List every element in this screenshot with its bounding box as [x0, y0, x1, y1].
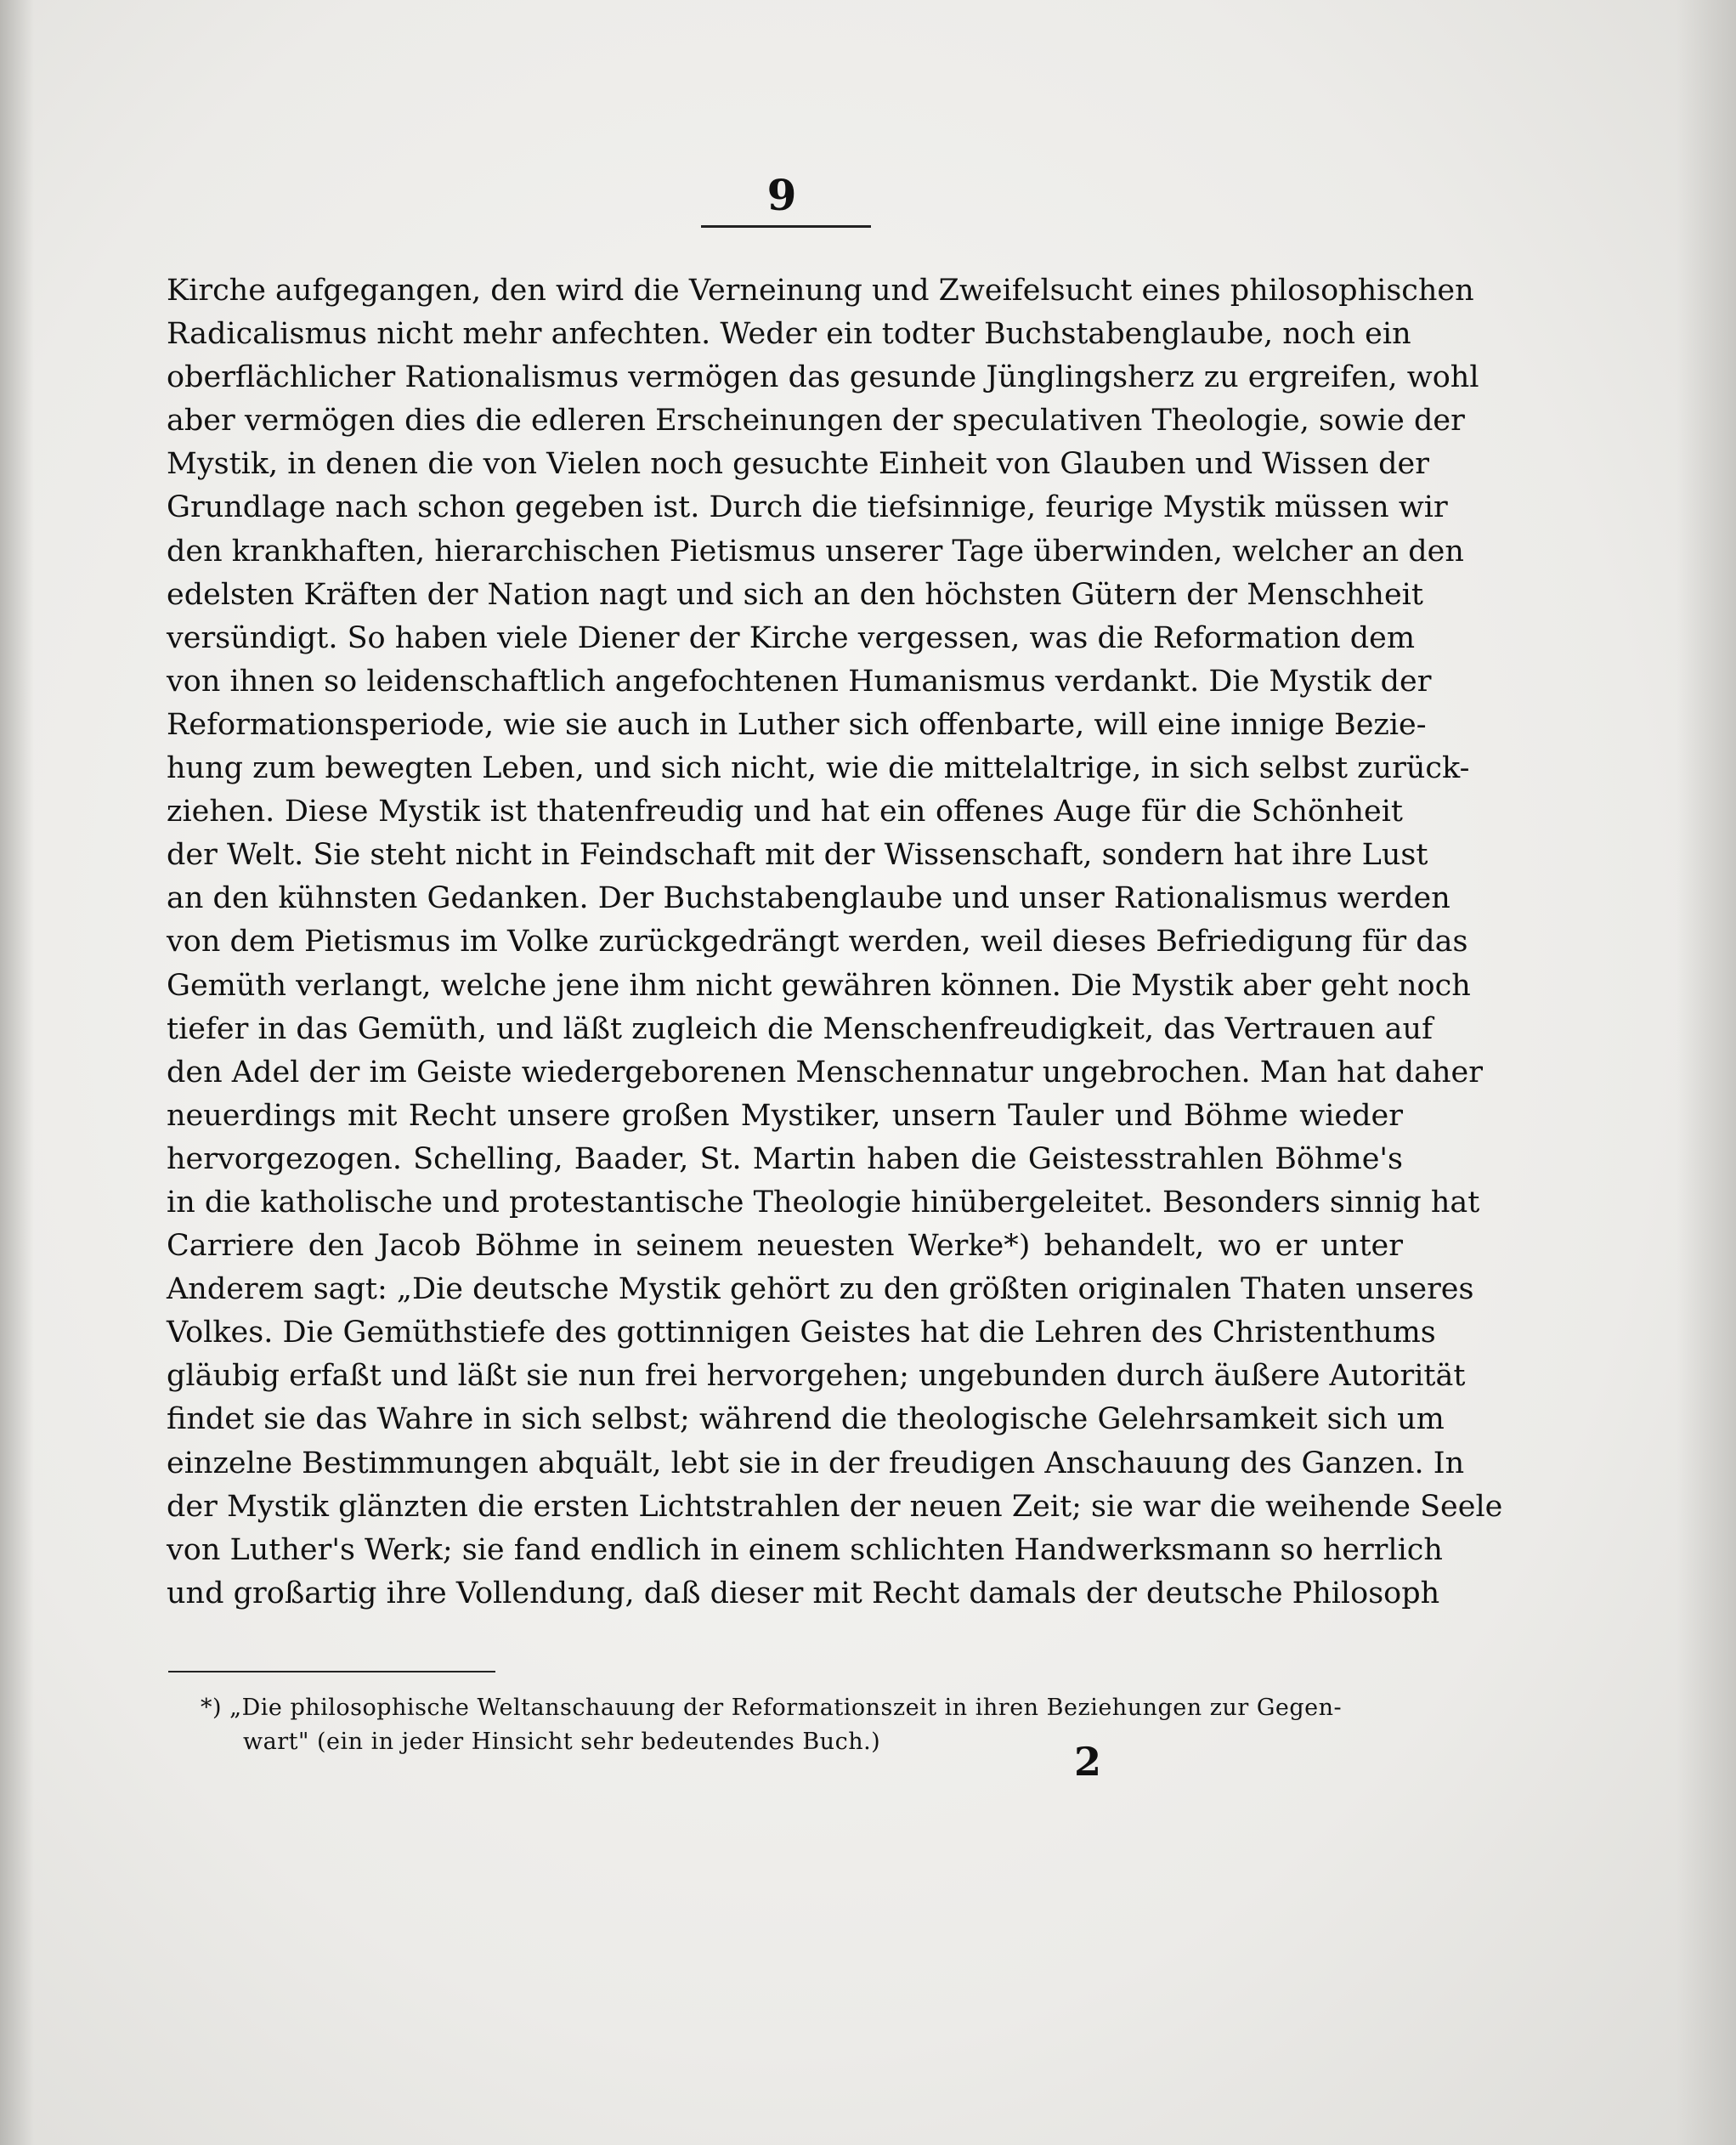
footnote-line: *) „Die philosophische Weltanschauung der Reformationszeit in ihren Beziehungen zur Gegen- — [201, 1695, 1343, 1721]
page-number: 9 — [766, 170, 797, 220]
text-line: den Adel der im Geiste wiedergeborenen Menschennatur ungebrochen. Man hat daher — [167, 1055, 1483, 1089]
text-line: hervorgezogen. Schelling, Baader, St. Martin haben die Geistesstrahlen Böhme's — [167, 1141, 1403, 1176]
text-line: und großartig ihre Vollendung, daß dieser mit Recht damals der deutsche Philosoph — [167, 1576, 1440, 1610]
text-line: aber vermögen dies die edleren Erscheinungen der speculativen Theologie, sowie der — [167, 404, 1465, 439]
text-line: von ihnen so leidenschaftlich angefochtenen Humanismus verdankt. Die Mystik der — [167, 664, 1432, 699]
spine-shadow — [0, 0, 34, 2145]
text-line: an den kühnsten Gedanken. Der Buchstabenglaube und unser Rationalismus werden — [167, 881, 1450, 916]
text-line: von Luther's Werk; sie fand endlich in einem schlichten Handwerksmann so herrlich — [167, 1532, 1443, 1567]
text-line: Radicalismus nicht mehr anfechten. Weder ein todter Buchstabenglaube, noch ein — [167, 317, 1411, 352]
text-line: neuerdings mit Recht unsere großen Mystiker, unsern Tauler und Böhme wieder — [167, 1098, 1403, 1133]
text-line: der Welt. Sie steht nicht in Feindschaft mit der Wissenschaft, sondern hat ihre Lust — [167, 838, 1428, 873]
footnote — [201, 1691, 1399, 1759]
text-line: ziehen. Diese Mystik ist thatenfreudig und hat ein offenes Auge für die Schönheit — [167, 795, 1403, 829]
footnote-line: wart" (ein in jeder Hinsicht sehr bedeutendes Buch.) — [243, 1729, 881, 1755]
text-line: Reformationsperiode, wie sie auch in Luther sich offenbarte, will eine innige Bezie- — [167, 707, 1427, 742]
text-line: Grundlage nach schon gegeben ist. Durch die tiefsinnige, feurige Mystik müssen wir — [167, 490, 1448, 525]
text-line: edelsten Kräften der Nation nagt und sich an den höchsten Gütern der Menschheit — [167, 577, 1423, 612]
text-line: den krankhaften, hierarchischen Pietismus unserer Tage überwinden, welcher an den — [167, 534, 1464, 569]
text-line: der Mystik glänzten die ersten Lichtstrahlen der neuen Zeit; sie war die weihende Seele — [167, 1489, 1503, 1524]
text-line: von dem Pietismus im Volke zurückgedrängt werden, weil dieses Befriedigung für das — [167, 925, 1468, 959]
text-line: gläubig erfaßt und läßt sie nun frei hervorgehen; ungebunden durch äußere Autorität — [167, 1359, 1466, 1394]
text-line: einzelne Bestimmungen abquält, lebt sie in der freudigen Anschauung des Ganzen. In — [167, 1446, 1465, 1480]
text-line: oberflächlicher Rationalismus vermögen das gesunde Jünglingsherz zu ergreifen, wohl — [167, 360, 1479, 395]
signature-mark: 2 — [1073, 1739, 1101, 1785]
text-line: Mystik, in denen die von Vielen noch gesuchte Einheit von Glauben und Wissen der — [167, 447, 1429, 482]
text-line: Kirche aufgegangen, den wird die Verneinung und Zweifelsucht eines philosophischen — [167, 274, 1474, 308]
text-line: in die katholische und protestantische Theologie hinübergeleitet. Besonders sinnig hat — [167, 1185, 1480, 1220]
text-line: hung zum bewegten Leben, und sich nicht, wie die mittelaltrige, in sich selbst zurück- — [167, 751, 1470, 786]
edge-shadow — [1677, 0, 1736, 2145]
text-line: Gemüth verlangt, welche jene ihm nicht gewähren können. Die Mystik aber geht noch — [167, 968, 1471, 1003]
text-line: tiefer in das Gemüth, und läßt zugleich die Menschenfreudigkeit, das Vertrauen auf — [167, 1011, 1433, 1046]
header-rule — [701, 225, 871, 228]
text-line: findet sie das Wahre in sich selbst; während die theologische Gelehrsamkeit sich um — [167, 1402, 1445, 1437]
text-line: Carriere den Jacob Böhme in seinem neuesten Werke*) behandelt, wo er unter — [167, 1229, 1403, 1264]
body-text — [167, 269, 1503, 1616]
text-line: Anderem sagt: „Die deutsche Mystik gehört zu den größten originalen Thaten unseres — [167, 1272, 1474, 1307]
text-line: Volkes. Die Gemüthstiefe des gottinnigen Geistes hat die Lehren des Christenthums — [167, 1316, 1436, 1350]
footnote-rule — [168, 1671, 495, 1672]
text-line: versündigt. So haben viele Diener der Kirche vergessen, was die Reformation dem — [167, 620, 1416, 655]
